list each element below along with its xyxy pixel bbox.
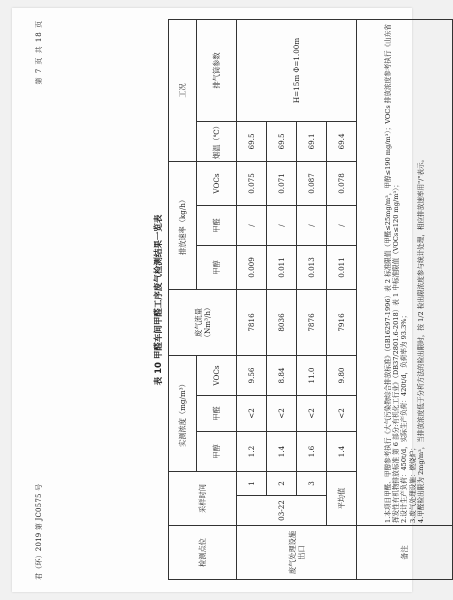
col-time: 采样时间	[169, 471, 237, 525]
avg-temp: 69.4	[327, 121, 357, 161]
sub-formaldehyde: 甲醛	[197, 205, 237, 245]
sub-methanol: 甲醇	[197, 431, 237, 471]
avg-flow: 7916	[327, 289, 357, 355]
col-rate: 排放速率（kg/h）	[169, 161, 197, 289]
sub-formaldehyde: 甲醛	[197, 395, 237, 431]
col-conc: 实测浓度（mg/m³）	[169, 355, 197, 471]
sample-number: 1	[237, 471, 267, 495]
conc-voc: 11.0	[297, 355, 327, 395]
report-number: 君（环）2019 第 JC0575 号	[35, 483, 43, 580]
rate-formaldehyde: /	[297, 205, 327, 245]
sub-voc: VOCs	[197, 355, 237, 395]
conc-voc: 9.56	[237, 355, 267, 395]
point-cell: 废气处理设施出口	[237, 526, 357, 580]
notes-row	[357, 19, 453, 579]
sub-temp: 烟温（℃）	[197, 121, 237, 161]
page-number: 第 7 页 共 18 页	[35, 20, 43, 85]
header-row-1	[169, 19, 197, 579]
avg-rate-voc: 0.078	[327, 161, 357, 205]
col-point: 检测点位	[169, 526, 237, 580]
sub-voc: VOCs	[197, 161, 237, 205]
rate-methanol: 0.009	[237, 245, 267, 289]
avg-rate-methanol: 0.011	[327, 245, 357, 289]
note-line: 4.甲醛检出限为 2mg/m³，当排放浓度低于分析方法的检出限时，按 1/2 检出限浓度参与统计处理，相应排放速率用"/"表示。	[416, 155, 425, 523]
rate-methanol: 0.013	[297, 245, 327, 289]
notes-cell	[357, 19, 453, 525]
temp: 69.1	[297, 121, 327, 161]
rate-voc: 0.071	[267, 161, 297, 205]
date-cell: 03-22	[237, 496, 327, 526]
avg-conc-formaldehyde: <2	[327, 395, 357, 431]
temp: 69.5	[237, 121, 267, 161]
rate-methanol: 0.011	[267, 245, 297, 289]
rotated-content	[34, 20, 425, 580]
conc-methanol: 1.4	[267, 431, 297, 471]
flow: 8036	[267, 289, 297, 355]
note-line: 1.本项目甲醛、甲醇参考执行《大气污染物综合排放标准》（GB16297-1996）表 2 标准限值（甲醛≤25mg/m³，甲醇≤190 mg/m³）；VOCs 排放浓度参考执行《山东省挥发性有机物排放标准 第 6 部分:有机化工行业》（DB37/2801.6-2018）表 1 中标准限值（VOCs≤120 mg/m³）；	[383, 24, 401, 523]
flow: 7876	[297, 289, 327, 355]
table-row	[237, 19, 267, 579]
temp: 69.5	[267, 121, 297, 161]
rate-voc: 0.087	[297, 161, 327, 205]
document-page	[12, 8, 425, 592]
avg-conc-voc: 9.80	[327, 355, 357, 395]
avg-label: 平均值	[327, 471, 357, 525]
avg-rate-formaldehyde: /	[327, 205, 357, 245]
conc-formaldehyde: <2	[267, 395, 297, 431]
col-flow: 废气流量（Nm³/h）	[169, 289, 237, 355]
flow: 7816	[237, 289, 267, 355]
rate-formaldehyde: /	[267, 205, 297, 245]
rate-formaldehyde: /	[237, 205, 267, 245]
conc-formaldehyde: <2	[297, 395, 327, 431]
results-table	[168, 19, 453, 580]
conc-methanol: 1.6	[297, 431, 327, 471]
sub-methanol: 甲醇	[197, 245, 237, 289]
stack-params: H=15m Φ=1.00m	[237, 19, 357, 121]
avg-conc-methanol: 1.4	[327, 431, 357, 471]
notes-label: 备注	[357, 526, 453, 580]
sub-stack: 排气筒参数	[197, 19, 237, 121]
sample-number: 3	[297, 471, 327, 495]
rate-voc: 0.075	[237, 161, 267, 205]
sample-number: 2	[267, 471, 297, 495]
conc-methanol: 1.2	[237, 431, 267, 471]
table-title: 表 10 甲醛车间甲醛工序废气检测结果一览表	[154, 214, 164, 386]
conc-formaldehyde: <2	[237, 395, 267, 431]
conc-voc: 8.84	[267, 355, 297, 395]
note-line: 3.废气处理设施：燃烧炉；	[408, 444, 417, 523]
note-line: 2.设计生产负荷：450t/d，实际生产负荷：420t/d，负荷率为 93.3%；	[400, 311, 409, 523]
col-cond: 工况	[169, 19, 197, 161]
